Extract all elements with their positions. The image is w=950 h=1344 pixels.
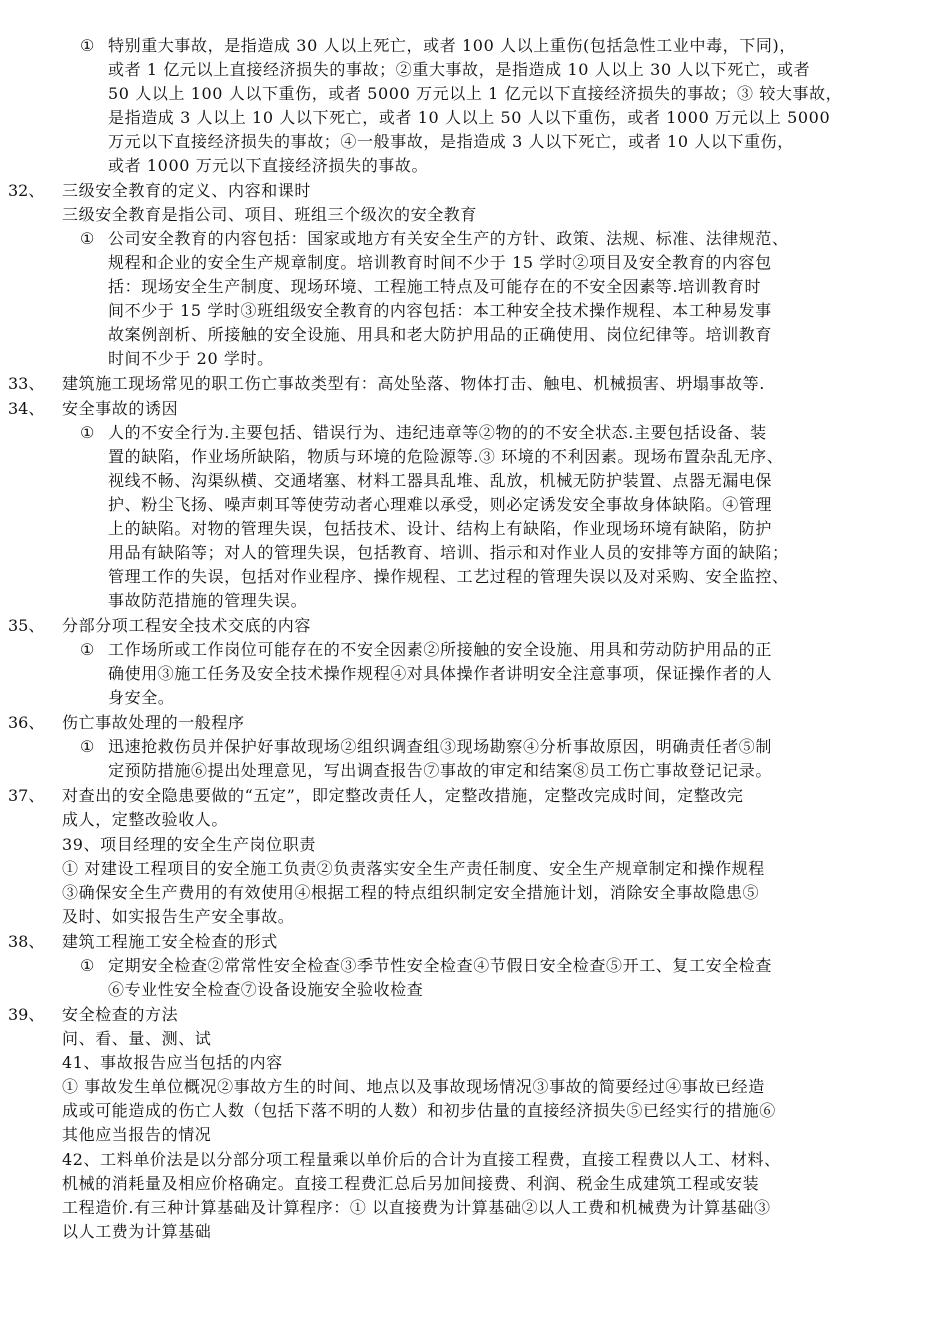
item32-line-1: 公司安全教育的内容包括：国家或地方有关安全生产的方针、政策、法规、标准、法律规范、 [108, 229, 789, 248]
item38-line-2: ⑥专业性安全检查⑦设备设施安全验收检查 [108, 980, 424, 999]
item31-line-4: 是指造成 3 人以上 10 人以下死亡，或者 10 人以上 50 人以下重伤，或者 1000 万元以上 5000 [108, 108, 831, 127]
item31-line-2: 或者 1 亿元以上直接经济损失的事故；②重大事故，是指造成 10 人以上 30 人以下死亡，或者 [108, 60, 811, 79]
item42-line-4: 以人工费为计算基础 [62, 1222, 212, 1241]
item35-line-1: 工作场所或工作岗位可能存在的不安全因素②所接触的安全设施、用具和劳动防护用品的正 [108, 640, 773, 659]
item35-line-2: 确使用③施工任务及安全技术操作规程④对具体操作者讲明安全注意事项，保证操作者的人 [108, 664, 773, 683]
item32-line-5: 故案例剖析、所接触的安全设施、用具和老大防护用品的正确使用、岗位纪律等。培训教育 [108, 325, 773, 344]
item39b-text: 问、看、量、测、试 [62, 1029, 212, 1048]
item37-number: 37、 [8, 786, 45, 805]
item32-line-3: 括：现场安全生产制度、现场环境、工程施工特点及可能存在的不安全因素等.培训教育时 [108, 277, 762, 296]
item31-line-5: 万元以下直接经济损失的事故；④一般事故，是指造成 3 人以下死亡，或者 10 人以下重伤， [108, 132, 794, 151]
item34-line-7: 管理工作的失误，包括对作业程序、操作规程、工艺过程的管理失误以及对采购、安全监控、 [108, 567, 789, 586]
item31-line-1: 特别重大事故，是指造成 30 人以上死亡，或者 100 人以上重伤(包括急性工业中毒，下同)， [108, 36, 796, 55]
item34-title: 安全事故的诱因 [62, 399, 179, 418]
item35-line-3: 身安全。 [108, 688, 175, 707]
item33-text: 建筑施工现场常见的职工伤亡事故类型有：高处坠落、物体打击、触电、机械损害、坍塌事故等. [62, 374, 765, 393]
item32-number: 32、 [8, 181, 45, 200]
item42-line-2: 机械的消耗量及相应价格确定。直接工程费汇总后另加间接费、利润、税金生成建筑工程或安装 [62, 1174, 760, 1193]
item34-line-2: 置的缺陷，作业场所缺陷，物质与环境的危险源等.③ 环境的不利因素。现场布置杂乱无序、 [108, 447, 784, 466]
item39b-number: 39、 [8, 1005, 45, 1024]
item39a-line-3: 及时、如实报告生产安全事故。 [62, 907, 295, 926]
item36-line-2: 定预防措施⑥提出处理意见，写出调查报告⑦事故的审定和结案⑧员工伤亡事故登记记录。 [108, 761, 773, 780]
item36-title: 伤亡事故处理的一般程序 [62, 713, 245, 732]
item32-line-6: 时间不少于 20 学时。 [108, 349, 274, 368]
item38-line-1: 定期安全检查②常常性安全检查③季节性安全检查④节假日安全检查⑤开工、复工安全检查 [108, 956, 773, 975]
item31-line-6: 或者 1000 万元以下直接经济损失的事故。 [108, 156, 429, 175]
item32-definition: 三级安全教育是指公司、项目、班组三个级次的安全教育 [62, 205, 478, 224]
item34-line-8: 事故防范措施的管理失误。 [108, 591, 308, 610]
item31-marker: ① [80, 36, 95, 55]
item42-line-1: 42、工料单价法是以分部分项工程量乘以单价后的合计为直接工程费，直接工程费以人工、材料、 [62, 1150, 781, 1169]
item38-number: 38、 [8, 932, 45, 951]
item35-title: 分部分项工程安全技术交底的内容 [62, 616, 312, 635]
item41-line-3: 其他应当报告的情况 [62, 1125, 212, 1144]
item38-title: 建筑工程施工安全检查的形式 [62, 932, 278, 951]
item34-line-1: 人的不安全行为.主要包括、错误行为、违纪违章等②物的的不安全状态.主要包括设备、装 [108, 423, 767, 442]
item38-marker: ① [80, 956, 95, 975]
item36-number: 36、 [8, 713, 45, 732]
item34-marker: ① [80, 423, 95, 442]
item34-line-6: 用品有缺陷等；对人的管理失误，包括教育、培训、指示和对作业人员的安排等方面的缺陷； [108, 543, 789, 562]
item32-line-4: 间不少于 15 学时③班组级安全教育的内容包括：本工种安全技术操作规程、本工种易发事 [108, 301, 772, 320]
item36-marker: ① [80, 737, 95, 756]
item37-line-1: 对查出的安全隐患要做的“五定”，即定整改责任人，定整改措施，定整改完成时间，定整改完 [62, 786, 744, 805]
item35-marker: ① [80, 640, 95, 659]
item39a-line-2: ③确保安全生产费用的有效使用④根据工程的特点组织制定安全措施计划，消除安全事故隐患⑤ [62, 883, 760, 902]
item42-line-3: 工程造价.有三种计算基础及计算程序：① 以直接费为计算基础②以人工费和机械费为计算基础③ [62, 1198, 771, 1217]
item32-marker: ① [80, 229, 95, 248]
item35-number: 35、 [8, 616, 45, 635]
item41-line-2: 成或可能造成的伤亡人数（包括下落不明的人数）和初步估量的直接经济损失⑤已经实行的措施⑥ [62, 1101, 776, 1120]
item34-number: 34、 [8, 399, 45, 418]
item41-title: 41、事故报告应当包括的内容 [62, 1053, 283, 1072]
item31-line-3: 50 人以上 100 人以下重伤，或者 5000 万元以上 1 亿元以下直接经济损失的事故；③ 较大事故， [108, 84, 843, 103]
item36-line-1: 迅速抢救伤员并保护好事故现场②组织调查组③现场勘察④分析事故原因，明确责任者⑤制 [108, 737, 773, 756]
item34-line-3: 视线不畅、沟渠纵横、交通堵塞、材料工器具乱堆、乱放，机械无防护装置、点器无漏电保 [108, 471, 773, 490]
item39a-title: 39、项目经理的安全生产岗位职责 [62, 835, 316, 854]
item34-line-4: 护、粉尘飞扬、噪声刺耳等使劳动者心理难以承受，则必定诱发安全事故身体缺陷。④管理 [108, 495, 773, 514]
item41-line-1: ① 事故发生单位概况②事故方生的时间、地点以及事故现场情况③事故的简要经过④事故已经造 [62, 1077, 765, 1096]
item37-line-2: 成人，定整改验收人。 [62, 810, 229, 829]
item32-title: 三级安全教育的定义、内容和课时 [62, 181, 312, 200]
item39a-line-1: ① 对建设工程项目的安全施工负责②负责落实安全生产责任制度、安全生产规章制定和操作规程 [62, 859, 765, 878]
item32-line-2: 规程和企业的安全生产规章制度。培训教育时间不少于 15 学时②项目及安全教育的内容包 [108, 253, 772, 272]
item33-number: 33、 [8, 374, 45, 393]
item34-line-5: 上的缺陷。对物的管理失误，包括技术、设计、结构上有缺陷，作业现场环境有缺陷，防护 [108, 519, 773, 538]
item39b-title: 安全检查的方法 [62, 1005, 179, 1024]
